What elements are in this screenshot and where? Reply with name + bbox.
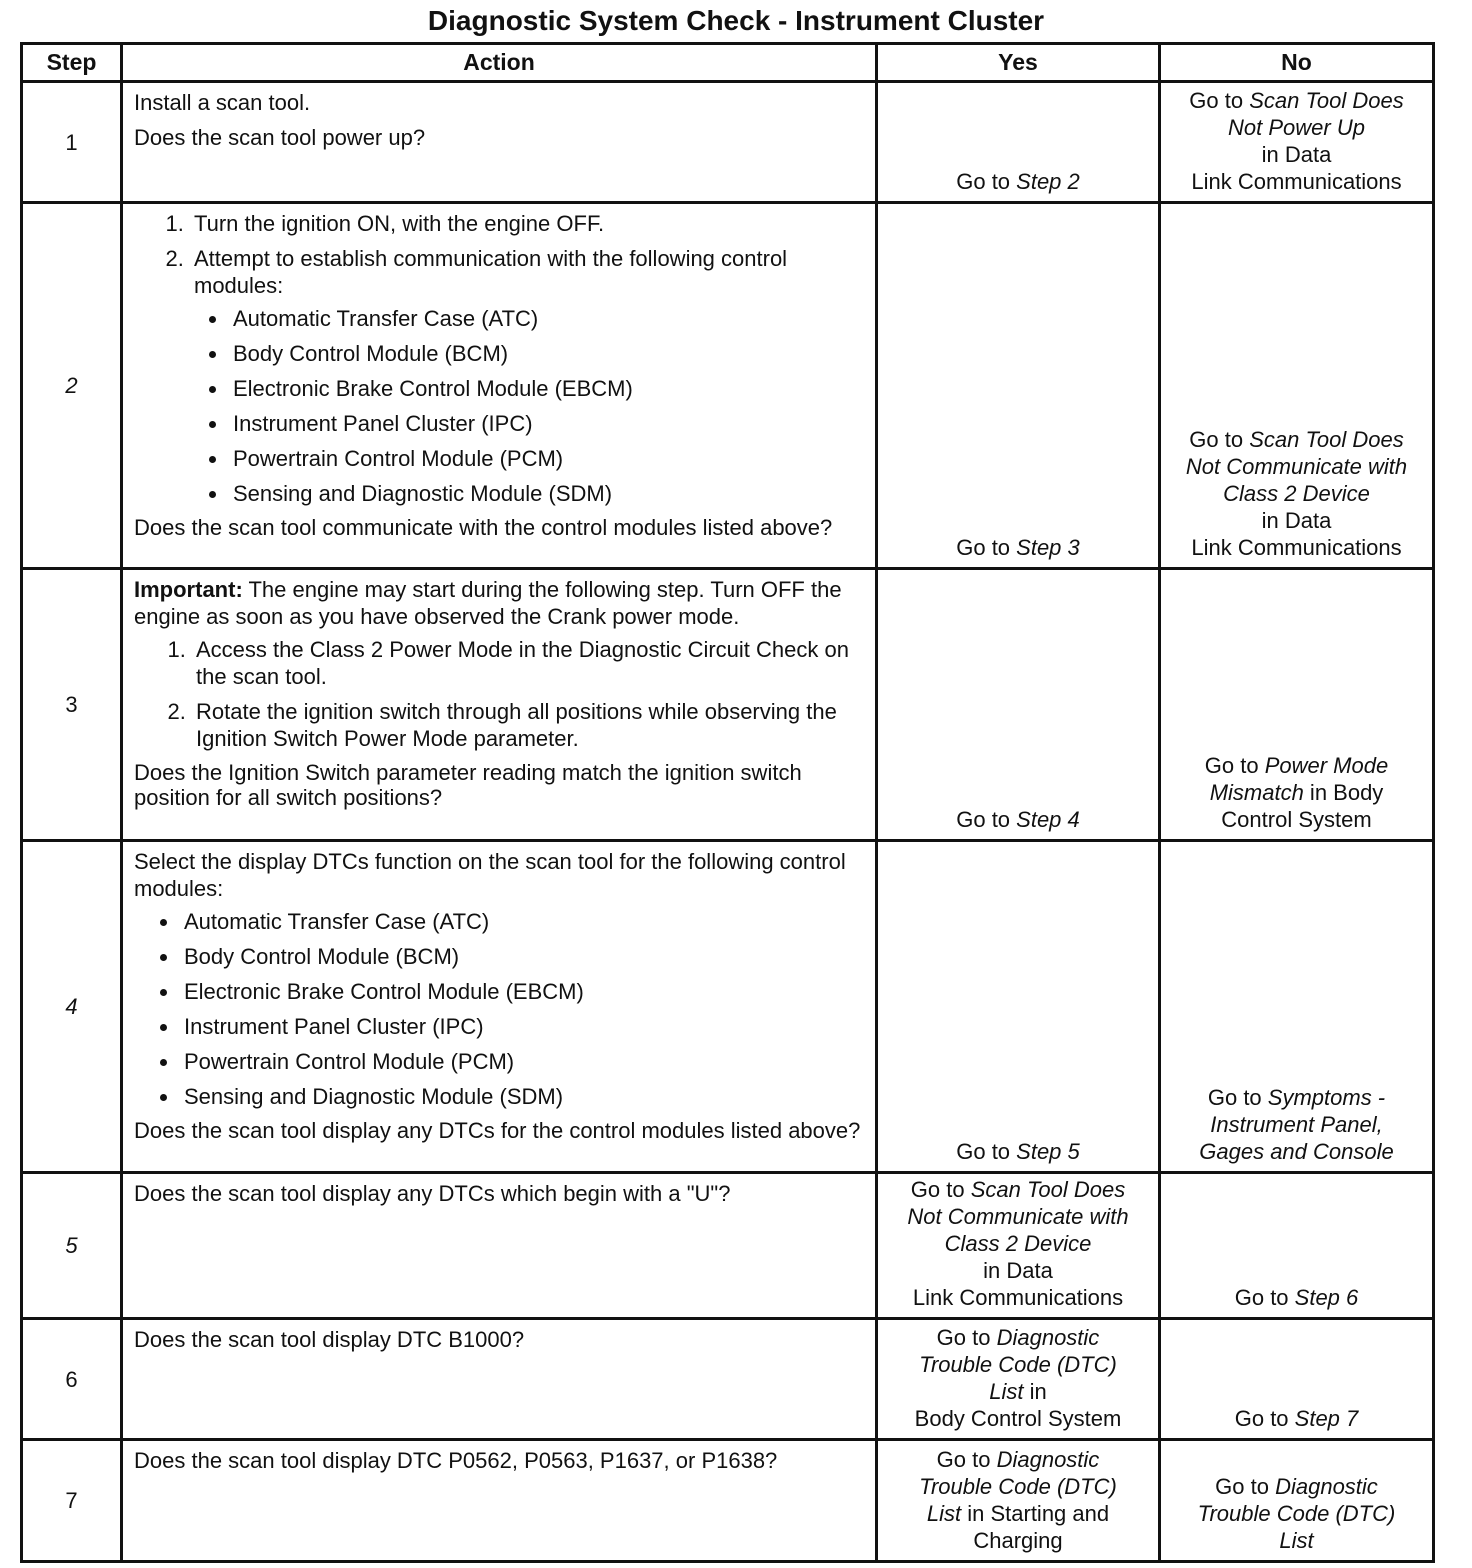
list-item: • Electronic Brake Control Module (EBCM) xyxy=(180,978,867,1005)
action-step: 1. Access the Class 2 Power Mode in the Diagnostic Circuit Check on the scan tool. xyxy=(192,636,867,690)
no-link: Scan Tool Does xyxy=(1249,427,1404,452)
yes-link: Step 3 xyxy=(1016,535,1080,560)
header-row xyxy=(22,44,1434,82)
step-number: 7 xyxy=(22,1440,122,1562)
action-question: Does the scan tool display DTC P0562, P0563, P1637, or P1638? xyxy=(134,1448,778,1473)
action-cell xyxy=(122,1440,877,1562)
no-link: Scan Tool Does xyxy=(1249,88,1404,113)
no-cell xyxy=(1160,82,1434,203)
action-cell xyxy=(122,1173,877,1319)
no-text: in Data xyxy=(1261,508,1332,533)
list-item: • Instrument Panel Cluster (IPC) xyxy=(229,410,867,437)
action-question: Does the scan tool communicate with the control modules listed above? xyxy=(134,515,833,540)
important-label: Important: xyxy=(134,577,243,602)
yes-cell xyxy=(877,203,1160,569)
yes-link: Trouble Code (DTC) xyxy=(919,1474,1117,1499)
yes-text: in xyxy=(1023,1379,1047,1404)
table-row-step-7 xyxy=(22,1440,1434,1562)
yes-text: Go to xyxy=(956,169,1017,194)
no-cell xyxy=(1160,1319,1434,1440)
yes-cell xyxy=(877,841,1160,1173)
list-item: • Instrument Panel Cluster (IPC) xyxy=(180,1013,867,1040)
no-link: Not Communicate with xyxy=(1185,454,1408,479)
header-yes: Yes xyxy=(877,44,1160,82)
action-question: Does the Ignition Switch parameter reading match the ignition switch position for all switch positions? xyxy=(134,760,802,810)
list-item: • Powertrain Control Module (PCM) xyxy=(180,1048,867,1075)
diagnostic-table xyxy=(20,42,1435,1563)
step-number: 3 xyxy=(22,569,122,841)
action-cell xyxy=(122,569,877,841)
yes-link: Diagnostic xyxy=(996,1325,1100,1350)
yes-text: Go to xyxy=(956,535,1017,560)
yes-text: Charging xyxy=(973,1528,1063,1553)
header-action: Action xyxy=(122,44,877,82)
yes-link: Not Communicate with xyxy=(907,1204,1129,1229)
yes-link: Step 5 xyxy=(1016,1139,1080,1164)
yes-link: List xyxy=(989,1379,1024,1404)
no-cell xyxy=(1160,841,1434,1173)
yes-text: in Starting and xyxy=(961,1501,1110,1526)
no-link: Trouble Code (DTC) xyxy=(1197,1501,1396,1526)
no-text: Go to xyxy=(1234,1406,1295,1431)
table-row-step-2 xyxy=(22,203,1434,569)
action-question: Does the scan tool display any DTCs which begin with a "U"? xyxy=(134,1181,731,1206)
action-question: Does the scan tool display any DTCs for the control modules listed above? xyxy=(134,1118,861,1143)
step-number: 6 xyxy=(22,1319,122,1440)
action-step xyxy=(190,245,867,507)
yes-text: Go to xyxy=(956,807,1017,832)
list-item: • Body Control Module (BCM) xyxy=(180,943,867,970)
no-text: Go to xyxy=(1189,88,1250,113)
no-cell xyxy=(1160,1440,1434,1562)
no-text: Control System xyxy=(1221,807,1372,832)
table-row-step-4 xyxy=(22,841,1434,1173)
no-text: Link Communications xyxy=(1191,535,1402,560)
important-text: The engine may start during the following step. Turn OFF the engine as soon as you have observed the Crank power mode. xyxy=(134,577,842,629)
yes-cell xyxy=(877,82,1160,203)
action-question: Does the scan tool power up? xyxy=(134,125,426,150)
action-cell xyxy=(122,841,877,1173)
yes-cell xyxy=(877,1440,1160,1562)
no-link: Step 6 xyxy=(1294,1285,1359,1310)
list-item: • Automatic Transfer Case (ATC) xyxy=(180,908,867,935)
list-item: • Electronic Brake Control Module (EBCM) xyxy=(229,375,867,402)
yes-link: Diagnostic xyxy=(996,1447,1100,1472)
no-link: Mismatch xyxy=(1209,780,1304,805)
list-item: • Automatic Transfer Case (ATC) xyxy=(229,305,867,332)
no-cell xyxy=(1160,203,1434,569)
yes-link: Step 4 xyxy=(1016,807,1080,832)
no-text: Go to xyxy=(1215,1474,1276,1499)
action-cell xyxy=(122,82,877,203)
yes-link: Class 2 Device xyxy=(944,1231,1092,1256)
action-step: 2. Rotate the ignition switch through all positions while observing the Ignition Switch Power Mode parameter. xyxy=(192,698,867,752)
step-number: 2 xyxy=(22,203,122,569)
yes-link: Trouble Code (DTC) xyxy=(919,1352,1117,1377)
header-no: No xyxy=(1160,44,1434,82)
yes-text: Body Control System xyxy=(914,1406,1122,1431)
no-text: Link Communications xyxy=(1191,169,1402,194)
no-link: Gages and Console xyxy=(1199,1139,1394,1164)
action-step: 1. Turn the ignition ON, with the engine OFF. xyxy=(190,210,867,237)
yes-link: Step 2 xyxy=(1016,169,1080,194)
no-text: Go to xyxy=(1234,1285,1295,1310)
yes-text: Go to xyxy=(910,1177,971,1202)
action-intro: Select the display DTCs function on the scan tool for the following control modules: xyxy=(134,849,846,901)
list-item: • Sensing and Diagnostic Module (SDM) xyxy=(229,480,867,507)
step-number: 4 xyxy=(22,841,122,1173)
list-item: • Sensing and Diagnostic Module (SDM) xyxy=(180,1083,867,1110)
action-line: Install a scan tool. xyxy=(134,90,311,115)
yes-text: Link Communications xyxy=(912,1285,1124,1310)
no-text: Go to xyxy=(1189,427,1250,452)
table-row-step-3 xyxy=(22,569,1434,841)
table-row-step-1 xyxy=(22,82,1434,203)
yes-link: List xyxy=(926,1501,962,1526)
yes-text: Go to xyxy=(936,1447,997,1472)
page-title: Diagnostic System Check - Instrument Cluster xyxy=(427,5,1045,36)
no-cell xyxy=(1160,569,1434,841)
no-link: Not Power Up xyxy=(1228,115,1365,140)
action-step-text: Attempt to establish communication with the following control modules: xyxy=(194,246,788,298)
step-number: 5 xyxy=(22,1173,122,1319)
no-text: in Body xyxy=(1303,780,1384,805)
yes-cell xyxy=(877,569,1160,841)
no-link: Instrument Panel, xyxy=(1210,1112,1383,1137)
no-link: Symptoms - xyxy=(1267,1085,1386,1110)
no-link: Power Mode xyxy=(1264,753,1389,778)
no-cell xyxy=(1160,1173,1434,1319)
no-link: Diagnostic xyxy=(1275,1474,1378,1499)
header-step: Step xyxy=(22,44,122,82)
action-cell xyxy=(122,1319,877,1440)
no-text: Go to xyxy=(1207,1085,1268,1110)
step-number: 1 xyxy=(22,82,122,203)
yes-text: Go to xyxy=(936,1325,997,1350)
no-text: in Data xyxy=(1261,142,1332,167)
no-link: List xyxy=(1279,1528,1314,1553)
no-text: Go to xyxy=(1204,753,1265,778)
action-question: Does the scan tool display DTC B1000? xyxy=(134,1327,525,1352)
table-row-step-5 xyxy=(22,1173,1434,1319)
action-cell xyxy=(122,203,877,569)
yes-cell xyxy=(877,1319,1160,1440)
list-item: • Powertrain Control Module (PCM) xyxy=(229,445,867,472)
yes-cell xyxy=(877,1173,1160,1319)
list-item: • Body Control Module (BCM) xyxy=(229,340,867,367)
table-row-step-6 xyxy=(22,1319,1434,1440)
yes-text: in Data xyxy=(983,1258,1053,1283)
no-link: Class 2 Device xyxy=(1223,481,1370,506)
no-link: Step 7 xyxy=(1294,1406,1359,1431)
yes-link: Scan Tool Does xyxy=(970,1177,1126,1202)
yes-text: Go to xyxy=(956,1139,1017,1164)
